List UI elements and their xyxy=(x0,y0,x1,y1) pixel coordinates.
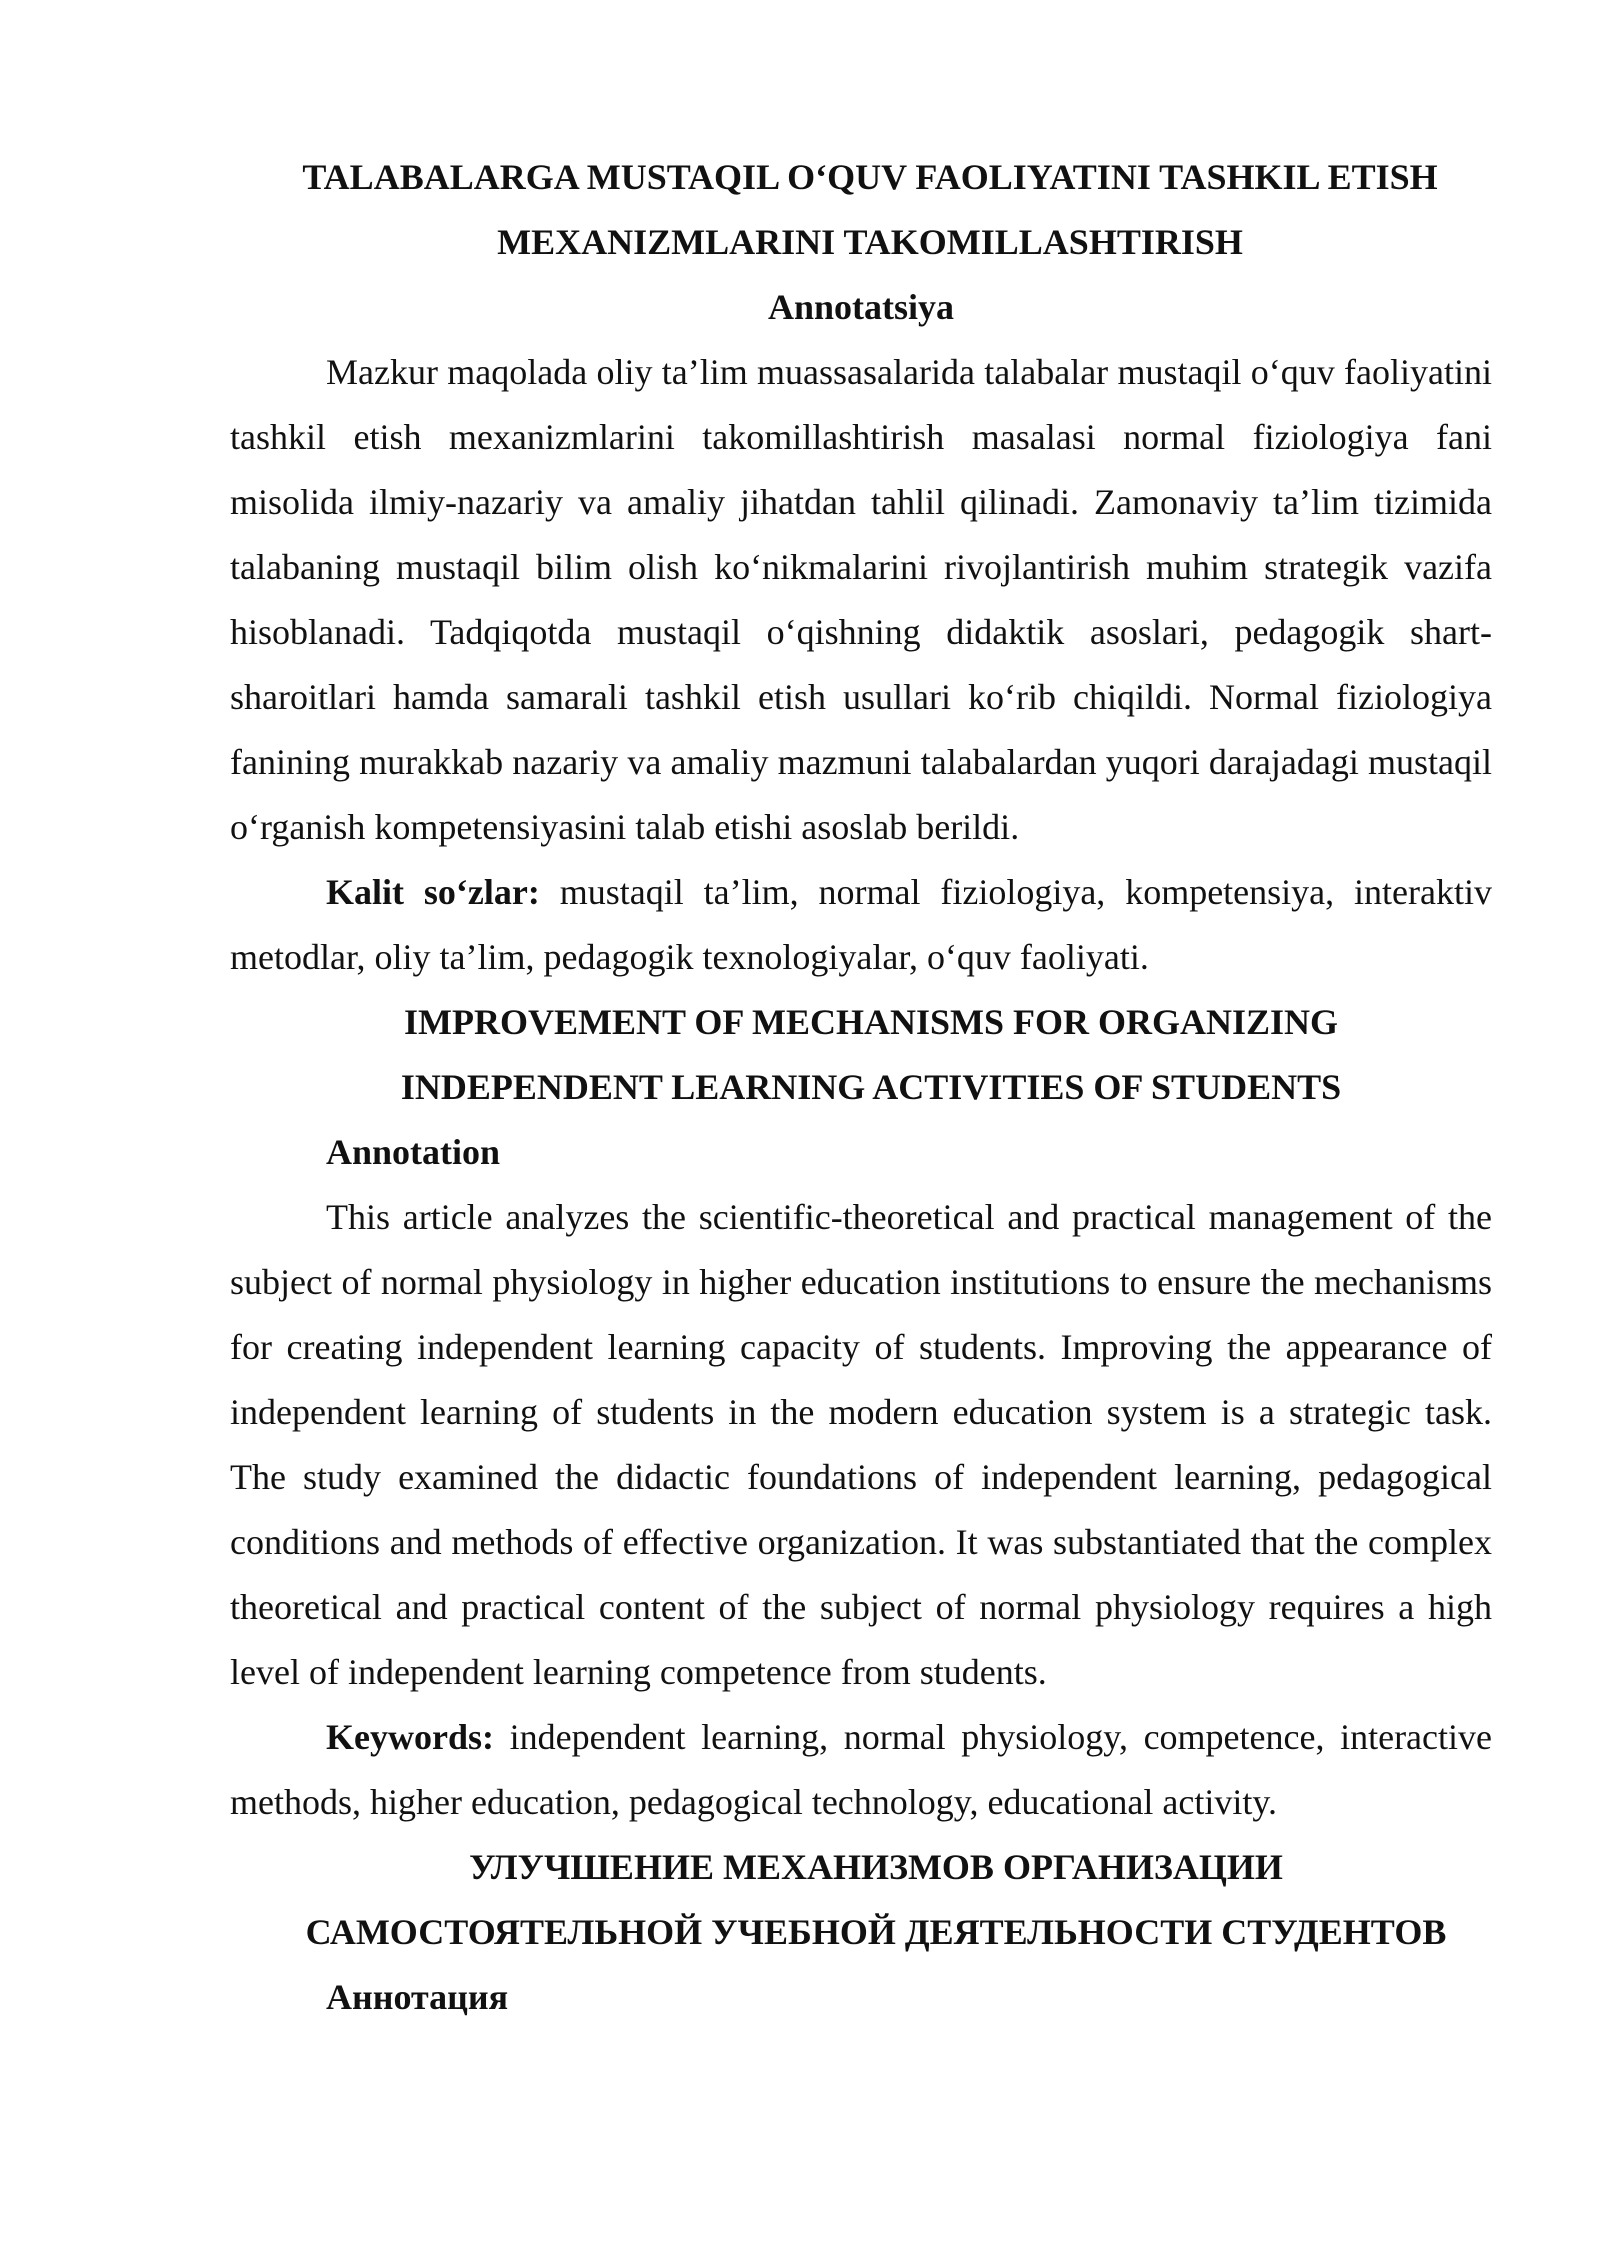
title-en xyxy=(250,990,1492,1120)
title-en-line1: IMPROVEMENT OF MECHANISMS FOR ORGANIZING xyxy=(403,1002,1339,1042)
title-uz xyxy=(228,145,1512,275)
title-en-line2: INDEPENDENT LEARNING ACTIVITIES OF STUDENTS xyxy=(400,1067,1342,1107)
keywords-text-en: independent learning, normal physiology, competence, interactive methods, higher education, pedagogical technology, educational activity. xyxy=(230,1717,1492,1822)
abstract-text-uz: Mazkur maqolada oliy ta’lim muassasalarida talabalar mustaqil o‘quv faoliyatini tashkil etish mexanizmlarini takomillashtirish masalasi normal fiziologiya fani misolida ilmiy-nazariy va amaliy jihatdan tahlil qilinadi. Zamonaviy ta’lim tizimida talabaning mustaqil bilim olish ko‘nikmalarini rivojlantirish muhim strategik vazifa hisoblanadi. Tadqiqotda mustaqil o‘qishning didaktik asoslari, pedagogik shart-sharoitlari hamda samarali tashkil etish usullari ko‘rib chiqildi. Normal fiziologiya fanining murakkab nazariy va amaliy mazmuni talabalardan yuqori darajadagi mustaqil o‘rganish kompetensiyasini talab etishi asoslab berildi. xyxy=(230,352,1492,847)
title-uz-line1: TALABALARGA MUSTAQIL O‘QUV FAOLIYATINI TASHKIL ETISH xyxy=(302,157,1438,197)
abstract-heading-en: Annotation xyxy=(326,1132,501,1172)
abstract-heading-ru: Аннотация xyxy=(326,1977,509,2017)
abstract-heading-uz: Annotatsiya xyxy=(767,287,955,327)
title-ru xyxy=(250,1835,1502,1965)
keywords-label-en: Keywords: xyxy=(326,1717,494,1757)
title-ru-line1: УЛУЧШЕНИЕ МЕХАНИЗМОВ ОРГАНИЗАЦИИ xyxy=(469,1847,1283,1887)
keywords-label-uz: Kalit so‘zlar: xyxy=(326,872,540,912)
document-page xyxy=(230,145,1492,2030)
keywords-text-uz: mustaqil ta’lim, normal fiziologiya, kompetensiya, interaktiv metodlar, oliy ta’lim, pedagogik texnologiyalar, o‘quv faoliyati. xyxy=(230,872,1492,977)
title-uz-line2: MEXANIZMLARINI TAKOMILLASHTIRISH xyxy=(497,222,1243,262)
title-ru-line2: САМОСТОЯТЕЛЬНОЙ УЧЕБНОЙ ДЕЯТЕЛЬНОСТИ СТУДЕНТОВ xyxy=(305,1912,1447,1952)
keywords-en xyxy=(230,1705,1492,1835)
abstract-text-en: This article analyzes the scientific-theoretical and practical management of the subject of normal physiology in higher education institutions to ensure the mechanisms for creating independent learning capacity of students. Improving the appearance of independent learning of students in the modern education system is a strategic task. The study examined the didactic foundations of independent learning, pedagogical conditions and methods of effective organization. It was substantiated that the complex theoretical and practical content of the subject of normal physiology requires a high level of independent learning competence from students. xyxy=(230,1197,1492,1692)
keywords-uz xyxy=(230,860,1492,990)
